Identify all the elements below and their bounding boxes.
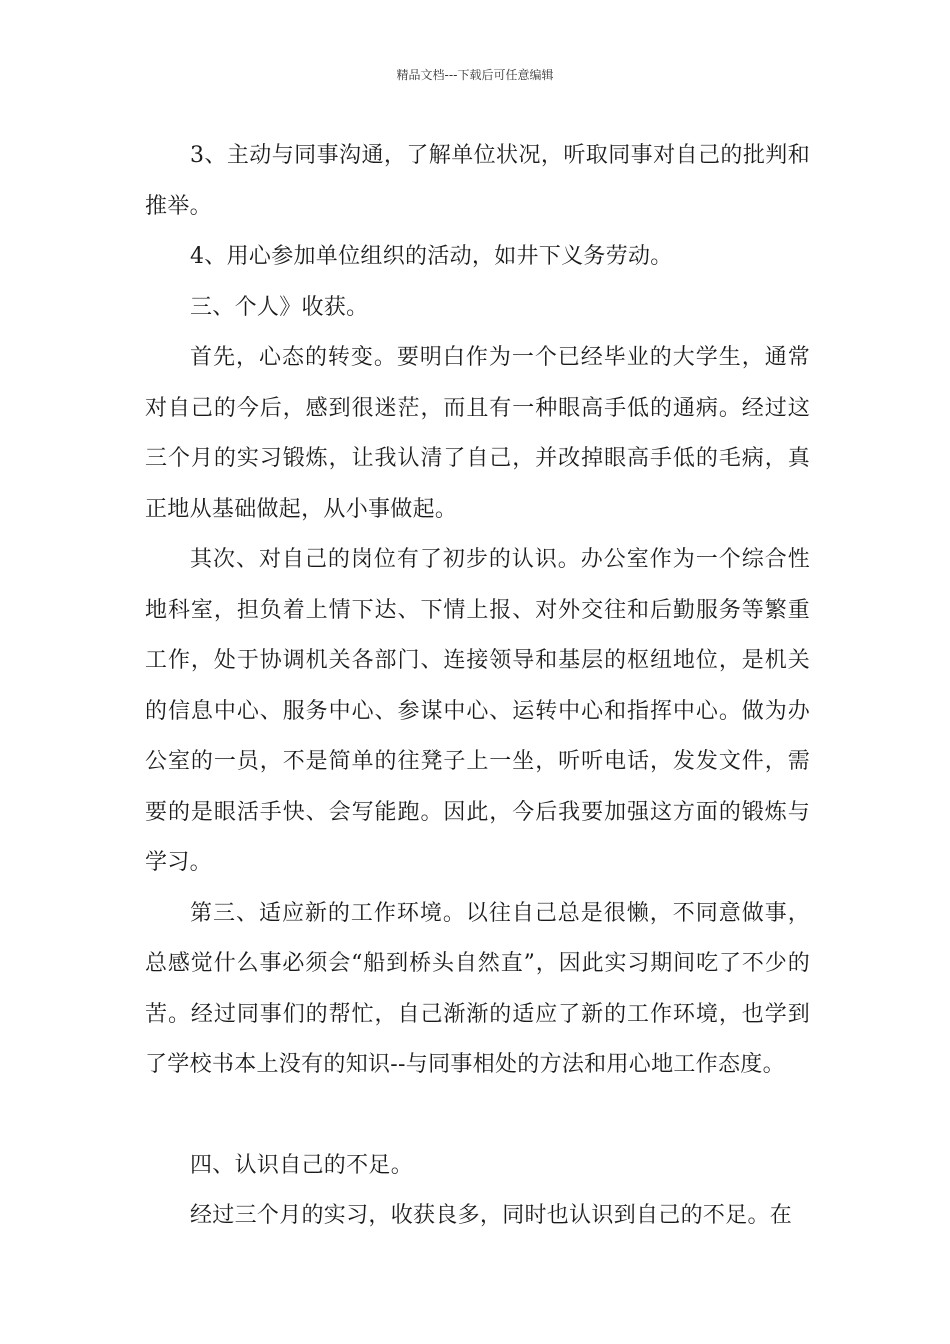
section-heading-shortcomings: 四、认识自己的不足。: [190, 1152, 414, 1178]
paragraph-gap: [145, 1091, 810, 1141]
paragraph-item-4: 4、用心参加单位组织的活动，如井下义务劳动。: [190, 244, 673, 269]
paragraph-shortcomings: 经过三个月的实习，收获良多，同时也认识到自己的不足。在: [190, 1203, 793, 1228]
paragraph-mindset: 首先，心态的转变。要明白作为一个已经毕业的大学生，通常对自己的今后，感到很迷茫，而且有一种眼高手低的通病。经过这三个月的实习锻炼，让我认清了自己，并改掉眼高手低的毛病，真正地从基础做起，从小事做起。: [145, 345, 810, 522]
paragraph-item-3: 3、主动与同事沟通，了解单位状况，听取同事对自己的批判和推举。: [145, 143, 810, 219]
page-header: 精品文档---下载后可任意编辑: [396, 68, 554, 82]
paragraph-position: 其次、对自己的岗位有了初步的认识。办公室作为一个综合性地科室，担负着上情下达、下情上报、对外交往和后勤服务等繁重工作，处于协调机关各部门、连接领导和基层的枢纽地位，是机关的信息中心、服务中心、参谋中心、运转中心和指挥中心。做为办公室的一员，不是简单的往凳子上一坐，听听电话，发发文件，需要的是眼活手快、会写能跑。因此，今后我要加强这方面的锻炼与学习。: [145, 547, 810, 875]
paragraph-environment: 第三、适应新的工作环境。以往自己总是很懒，不同意做事，总感觉什么事必须会“船到桥头自然直”，因此实习期间吃了不少的苦。经过同事们的帮忙，自己渐渐的适应了新的工作环境，也学到了学校书本上没有的知识--与同事相处的方法和用心地工作态度。: [145, 900, 810, 1077]
document-body: [145, 131, 810, 1242]
section-heading-harvest: 三、个人》收获。: [190, 294, 369, 320]
